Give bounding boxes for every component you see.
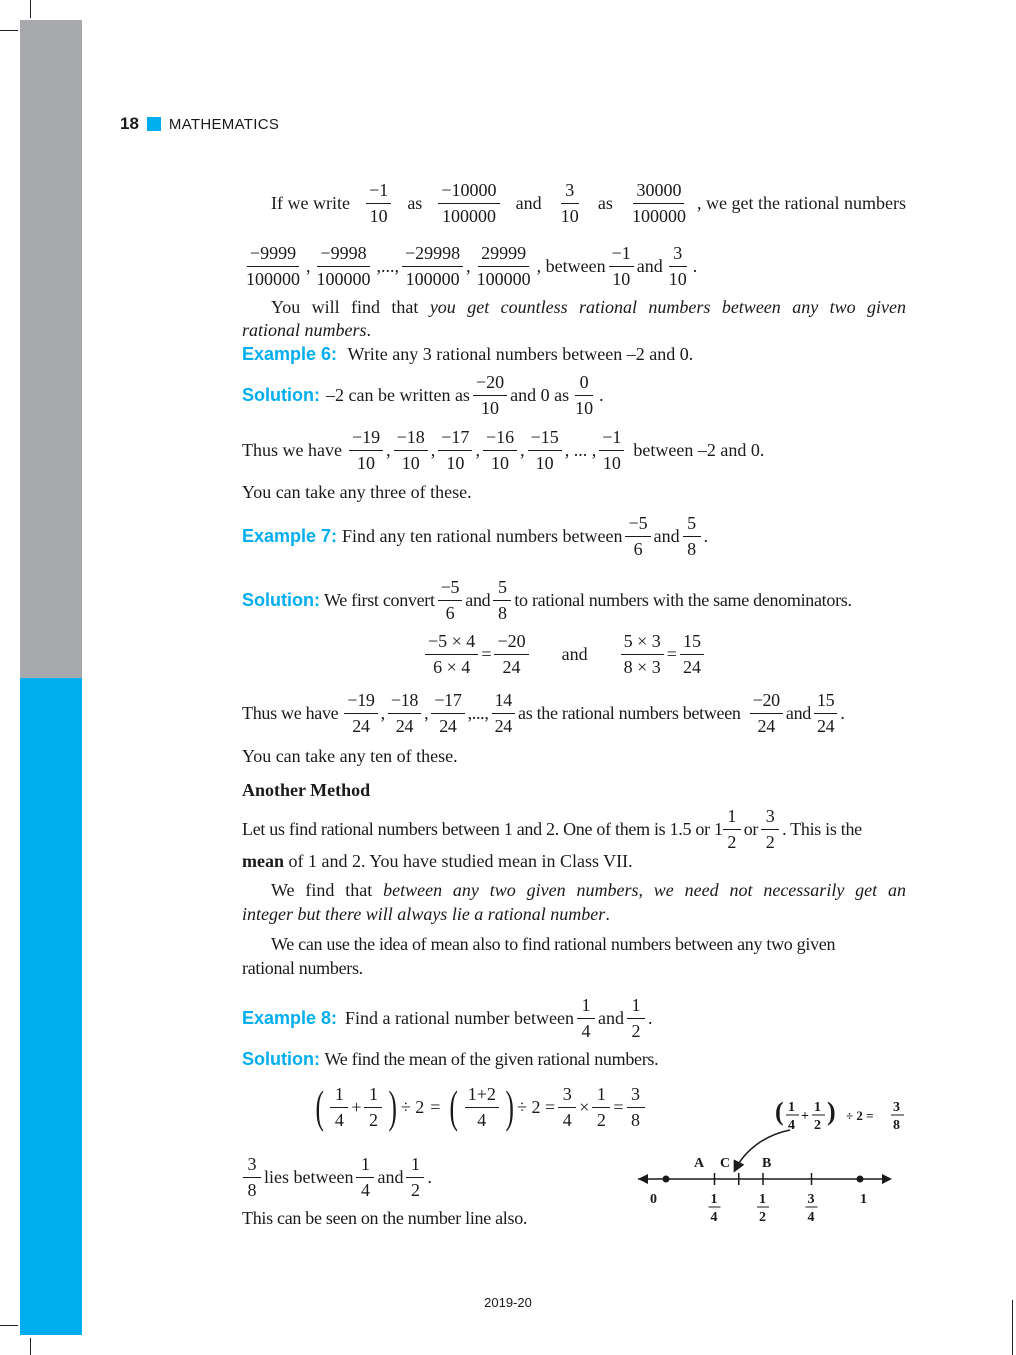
page-footer-year: 2019-20 xyxy=(484,1295,532,1310)
tick-denominator: 2 xyxy=(759,1210,766,1225)
text: If we write xyxy=(271,193,350,214)
denominator: 10 xyxy=(369,205,388,226)
tick-denominator: 4 xyxy=(710,1210,718,1225)
fraction xyxy=(474,243,534,289)
text: . xyxy=(840,703,845,724)
denominator: 100000 xyxy=(631,205,686,226)
paren-close: ) xyxy=(505,1081,514,1133)
thus-example-7: Thus we have $\frac{-19}{24}$ , $\frac{-18}{24}$ , $\frac{-17}{24}$ ,..., $\frac{14}{24}$ as the rational numbers between $\frac{-20}{24}$ and $\frac{15}{24}$ . xyxy=(242,690,845,736)
example-text: Write any 3 rational numbers between –2 and 0. xyxy=(347,344,694,364)
example-label: Example 8: xyxy=(242,1008,338,1029)
example-text: Find any ten rational numbers between xyxy=(342,526,623,547)
denominator: 10 xyxy=(535,452,554,473)
fraction xyxy=(627,995,645,1041)
numerator: 1 xyxy=(330,1084,348,1108)
text: and xyxy=(653,526,680,547)
denominator: 24 xyxy=(439,715,457,736)
fraction xyxy=(465,1084,499,1130)
fraction xyxy=(473,372,507,418)
numerator: 29999 xyxy=(478,243,529,267)
italic-text: integer but there will always lie a rational number xyxy=(242,904,606,924)
denominator: 8 xyxy=(498,602,507,623)
text: as xyxy=(597,193,613,214)
fraction xyxy=(599,427,624,473)
tick-label: 1 xyxy=(860,1192,867,1207)
fraction xyxy=(621,631,664,677)
arrow-left-icon xyxy=(638,1174,648,1184)
denominator: 24 xyxy=(502,656,521,677)
take-three: You can take any three of these. xyxy=(242,482,472,502)
denominator: 10 xyxy=(357,452,376,473)
equals: = xyxy=(666,644,677,665)
times: × xyxy=(579,1097,590,1118)
denominator: 100000 xyxy=(476,268,531,289)
numerator: 14 xyxy=(492,690,515,714)
solution-label: Solution: xyxy=(242,1049,320,1069)
denominator: 2 xyxy=(765,831,775,852)
paren-close: ) xyxy=(827,1097,836,1126)
numerator: −1 xyxy=(366,180,391,204)
text: You will find that xyxy=(271,297,430,317)
numerator: 3 xyxy=(761,806,779,830)
fraction xyxy=(349,427,383,473)
text: Thus we have xyxy=(242,440,342,461)
numerator: 3 xyxy=(243,1154,261,1178)
fraction xyxy=(528,427,562,473)
text: We can use the idea of mean also to find rational numbers between any two given xyxy=(271,934,836,954)
text: ÷ 2 xyxy=(400,1097,425,1118)
denominator: 10 xyxy=(560,205,579,226)
denominator: 8 × 3 xyxy=(623,656,661,677)
equals: = xyxy=(613,1097,624,1118)
text: . xyxy=(605,904,610,924)
para-idea-mean-cont: rational numbers. xyxy=(242,958,363,978)
para-we-find-cont xyxy=(242,903,610,925)
text: as the rational numbers between xyxy=(518,703,741,724)
fraction xyxy=(625,513,650,559)
text: We first convert xyxy=(323,590,435,611)
denominator: 100000 xyxy=(441,205,496,226)
text: , between xyxy=(536,256,606,277)
example-label: Example 6: xyxy=(242,344,338,364)
numerator: −16 xyxy=(483,427,517,451)
numerator: −9999 xyxy=(247,243,299,267)
lies-between xyxy=(240,1154,432,1200)
equals: = xyxy=(430,1097,441,1118)
fraction xyxy=(492,690,515,736)
para-countless xyxy=(271,296,906,318)
text: lies between xyxy=(264,1167,354,1188)
tick-numerator: 1 xyxy=(710,1192,718,1207)
denominator: 100000 xyxy=(316,268,371,289)
fraction xyxy=(680,631,704,677)
fraction xyxy=(683,513,701,559)
text: between –2 and 0. xyxy=(633,440,765,461)
text: to rational numbers with the same denominators. xyxy=(514,590,852,611)
denominator: 24 xyxy=(816,715,835,736)
paren-open: ( xyxy=(775,1097,784,1126)
fraction xyxy=(364,1084,382,1130)
denominator: 10 xyxy=(401,452,420,473)
ellipsis: ,..., xyxy=(467,703,489,724)
para-rational-list: $\frac{-9999}{100000}$ , $\frac{-9998}{100000}$ ,..., $\frac{-29998}{100000}$ , $\frac{29999}{100000}$ , between $\frac{-1}{10}$ and $\frac{3}{10}$ . xyxy=(240,243,697,289)
example-text: Find a rational number between xyxy=(345,1008,574,1029)
numerator: 3 xyxy=(561,180,579,204)
numerator: 15 xyxy=(814,690,837,714)
text: of 1 and 2. You have studied mean in Class VII. xyxy=(284,851,633,871)
denominator: 4 xyxy=(477,1109,487,1130)
numerator: 15 xyxy=(680,631,704,655)
formula-plus: + xyxy=(801,1109,809,1124)
denominator: 8 xyxy=(687,538,697,559)
example-6 xyxy=(242,343,693,365)
fraction xyxy=(366,180,391,226)
denominator: 10 xyxy=(491,452,510,473)
denominator: 6 × 4 xyxy=(433,656,471,677)
point-label-c: C xyxy=(720,1156,731,1171)
endpoint-dot xyxy=(663,1176,670,1183)
paren-close: ) xyxy=(388,1081,398,1133)
page-number: 18 xyxy=(120,114,139,133)
paren-open: ( xyxy=(449,1081,459,1133)
denominator: 8 xyxy=(247,1179,257,1200)
numerator: 5 xyxy=(683,513,701,537)
number-line-ticks xyxy=(650,1173,867,1225)
text: We find that xyxy=(271,880,384,900)
arrow-right-icon xyxy=(882,1174,892,1184)
ellipsis: , ... , xyxy=(564,440,597,461)
denominator: 2 xyxy=(410,1179,420,1200)
fraction xyxy=(558,180,582,226)
text: and xyxy=(515,193,542,214)
denominator: 8 xyxy=(631,1109,641,1130)
number-line-figure xyxy=(620,1090,920,1240)
fraction xyxy=(572,372,596,418)
denominator: 24 xyxy=(352,715,370,736)
fraction xyxy=(577,995,595,1041)
seen-on-number-line: This can be seen on the number line also. xyxy=(242,1208,528,1228)
para-if-we-write xyxy=(271,180,906,226)
numerator: 1 xyxy=(592,1084,610,1108)
fraction xyxy=(438,180,499,226)
denominator: 6 xyxy=(445,602,455,623)
point-label-a: A xyxy=(694,1156,705,1171)
formula-a-d: 4 xyxy=(788,1118,795,1133)
numerator: −20 xyxy=(473,372,507,396)
subject-title: MATHEMATICS xyxy=(168,115,280,133)
numerator: 3 xyxy=(627,1084,645,1108)
text: . xyxy=(366,320,372,340)
para-we-find xyxy=(271,879,906,901)
fraction xyxy=(483,427,517,473)
crop-mark-top-left xyxy=(30,0,31,18)
text: and xyxy=(636,256,663,277)
numerator: −20 xyxy=(494,631,528,655)
denominator: 24 xyxy=(757,715,775,736)
mean-calculation xyxy=(312,1081,648,1133)
formula-a-n: 1 xyxy=(788,1100,795,1115)
numerator: 1 xyxy=(356,1154,374,1178)
denominator: 2 xyxy=(727,831,737,852)
text: . xyxy=(703,526,709,547)
numerator: 5 × 3 xyxy=(621,631,664,655)
text: and xyxy=(377,1167,404,1188)
fraction xyxy=(494,631,528,677)
numerator: −5 xyxy=(438,577,463,601)
italic-text: you get countless rational numbers between any two given xyxy=(429,297,906,317)
side-band-grey xyxy=(20,20,82,678)
endpoint-dot xyxy=(857,1176,864,1183)
formula-r-n: 3 xyxy=(893,1100,900,1115)
numerator: 1 xyxy=(723,806,741,830)
fraction xyxy=(761,806,779,852)
text: and xyxy=(465,590,491,611)
fraction xyxy=(330,1084,348,1130)
denominator: 10 xyxy=(575,397,594,418)
numerator: −1 xyxy=(599,427,624,451)
denominator: 10 xyxy=(481,397,500,418)
text: and xyxy=(597,1008,624,1029)
denominator: 4 xyxy=(360,1179,370,1200)
fraction xyxy=(629,180,689,226)
fraction xyxy=(438,577,463,623)
take-ten: You can take any ten of these. xyxy=(242,746,458,766)
denominator: 24 xyxy=(395,715,414,736)
crop-mark-top-left-h xyxy=(0,30,18,31)
fraction xyxy=(356,1154,374,1200)
example-7 xyxy=(242,513,708,559)
text: and xyxy=(785,703,811,724)
example-label: Example 7: xyxy=(242,526,338,547)
denominator: 6 xyxy=(633,538,643,559)
numerator: −18 xyxy=(394,427,428,451)
numerator: −19 xyxy=(349,427,383,451)
page-header xyxy=(120,114,279,134)
numerator: −29998 xyxy=(402,243,463,267)
formula-r-d: 8 xyxy=(893,1118,900,1133)
fraction xyxy=(814,690,837,736)
numerator: −15 xyxy=(528,427,562,451)
text: and 0 as xyxy=(510,385,570,406)
text: Let us find rational numbers between 1 and 2. One of them is 1.5 or 1 xyxy=(242,819,723,840)
denominator: 100000 xyxy=(405,268,460,289)
denominator: 24 xyxy=(494,715,512,736)
denominator: 24 xyxy=(682,656,701,677)
tick-numerator: 3 xyxy=(807,1192,815,1207)
fraction xyxy=(388,690,421,736)
numerator: 1 xyxy=(627,995,645,1019)
text: . xyxy=(647,1008,653,1029)
denominator: 2 xyxy=(631,1020,641,1041)
fraction xyxy=(406,1154,424,1200)
italic-text: rational numbers xyxy=(242,320,367,340)
crop-mark-bottom-left-h xyxy=(0,1325,18,1326)
fraction xyxy=(431,690,464,736)
text: . xyxy=(599,385,604,406)
thus-example-6: Thus we have $\frac{-19}{10}$ , $\frac{-18}{10}$ , $\frac{-17}{10}$ , $\frac{-16}{10}$ , $\frac{-15}{10}$ , ... , $\frac{-1}{10}$ between –2 and 0. xyxy=(242,427,765,473)
denominator: 10 xyxy=(612,268,631,289)
numerator: −5 xyxy=(625,513,650,537)
mean-para xyxy=(242,806,862,852)
text: We find the mean of the given rational numbers. xyxy=(324,1049,659,1069)
text: ÷ 2 = xyxy=(517,1097,556,1118)
fraction xyxy=(243,243,303,289)
header-square-icon xyxy=(147,117,161,131)
numerator: −17 xyxy=(438,427,472,451)
bold-text: mean xyxy=(242,851,284,871)
text: Thus we have xyxy=(242,703,339,724)
tick-denominator: 4 xyxy=(807,1210,815,1225)
denominator: 10 xyxy=(602,452,621,473)
numerator: −10000 xyxy=(438,180,499,204)
numerator: −18 xyxy=(388,690,421,714)
numerator: 3 xyxy=(669,243,687,267)
numerator: 30000 xyxy=(633,180,684,204)
plus: + xyxy=(351,1097,362,1118)
formula-rest: ÷ 2 = xyxy=(846,1108,874,1123)
paren-open: ( xyxy=(315,1081,324,1133)
formula-b-n: 1 xyxy=(814,1100,821,1115)
mean-para-cont xyxy=(242,850,633,872)
ellipsis: ,..., xyxy=(376,256,399,277)
text: and xyxy=(561,644,588,665)
numerator: −17 xyxy=(431,690,464,714)
denominator: 100000 xyxy=(246,268,300,289)
numerator: −20 xyxy=(750,690,783,714)
fraction xyxy=(609,243,634,289)
italic-text: between any two given numbers, we need not necessarily get an xyxy=(383,880,907,900)
denominator: 2 xyxy=(596,1109,606,1130)
fraction xyxy=(438,427,472,473)
text: as xyxy=(407,193,423,214)
text: . xyxy=(427,1167,432,1188)
numerator: 1+2 xyxy=(465,1084,499,1108)
conversion-equations xyxy=(422,631,707,677)
numerator: 0 xyxy=(575,372,593,396)
denominator: 4 xyxy=(562,1109,572,1130)
solution-6 xyxy=(242,372,604,418)
fraction xyxy=(243,1154,261,1200)
fraction xyxy=(402,243,463,289)
equals: = xyxy=(481,644,492,665)
numerator: 3 xyxy=(558,1084,576,1108)
fraction xyxy=(394,427,428,473)
numerator: −5 × 4 xyxy=(425,631,478,655)
point-label-b: B xyxy=(762,1156,772,1171)
crop-mark-bottom-left xyxy=(30,1338,31,1355)
text: . This is the xyxy=(782,819,862,840)
fraction xyxy=(558,1084,576,1130)
numerator: −19 xyxy=(344,690,377,714)
numerator: 5 xyxy=(493,577,511,601)
denominator: 10 xyxy=(446,452,465,473)
solution-label: Solution: xyxy=(242,590,320,611)
solution-label: Solution: xyxy=(242,385,320,406)
fraction xyxy=(592,1084,610,1130)
fraction xyxy=(493,577,511,623)
denominator: 2 xyxy=(368,1109,378,1130)
numerator: −1 xyxy=(609,243,634,267)
fraction xyxy=(314,243,374,289)
text: . xyxy=(692,256,698,277)
side-band-blue xyxy=(20,678,82,1335)
fraction xyxy=(750,690,783,736)
numerator: 1 xyxy=(577,995,595,1019)
text: –2 can be written as xyxy=(325,385,470,406)
text: or xyxy=(743,819,759,840)
para-idea-mean xyxy=(271,933,906,955)
formula-b-d: 2 xyxy=(814,1118,821,1133)
numerator: 1 xyxy=(364,1084,382,1108)
fraction xyxy=(723,806,741,852)
denominator: 4 xyxy=(581,1020,591,1041)
another-method-heading: Another Method xyxy=(242,780,371,800)
tick-numerator: 1 xyxy=(759,1192,766,1207)
para-countless-cont xyxy=(242,319,371,341)
tick-label: 0 xyxy=(650,1192,657,1207)
fraction xyxy=(666,243,690,289)
fraction xyxy=(344,690,377,736)
fraction xyxy=(425,631,478,677)
solution-7 xyxy=(242,577,852,623)
text: , we get the rational numbers xyxy=(697,193,906,214)
numerator: 1 xyxy=(406,1154,424,1178)
solution-8 xyxy=(242,1048,658,1070)
denominator: 4 xyxy=(334,1109,344,1130)
denominator: 10 xyxy=(668,268,687,289)
formula-label xyxy=(775,1097,904,1133)
example-8 xyxy=(242,995,652,1041)
numerator: −9998 xyxy=(317,243,369,267)
